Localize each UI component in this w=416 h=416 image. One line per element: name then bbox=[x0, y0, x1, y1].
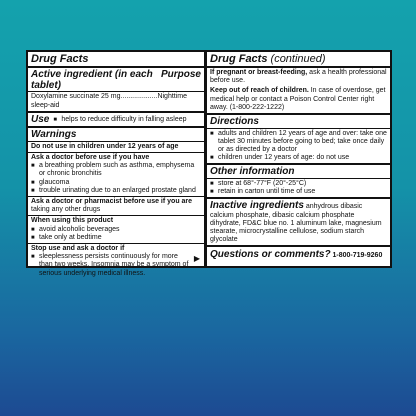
inactive-ingredients-text: anhydrous dibasic calcium phosphate, dibasic calcium phosphate dihydrate, FD&C blue no. 1 aluminum lake, magnesium stearate, microcrystalline cellulose, sodium starch glycolate bbox=[210, 203, 382, 244]
continue-arrow-icon: ▶ bbox=[193, 254, 200, 263]
ask-pharmacist-text: taking any other drugs bbox=[31, 206, 101, 214]
stop-use-header: Stop use and ask a doctor if bbox=[31, 245, 125, 253]
keep-out-header: Keep out of reach of children. bbox=[210, 87, 309, 95]
ask-doctor-item: ■ glaucoma bbox=[31, 179, 201, 187]
stop-use-section bbox=[28, 244, 204, 279]
questions-phone: 1-800-719-9260 bbox=[330, 252, 383, 260]
directions-section bbox=[207, 129, 390, 164]
purpose-header: Purpose bbox=[160, 69, 201, 80]
active-ingredient-header-row bbox=[28, 68, 204, 91]
when-using-item: ■ avoid alcoholic beverages bbox=[31, 226, 201, 234]
when-using-section bbox=[28, 216, 204, 243]
ask-doctor-header: Ask a doctor before use if you have bbox=[31, 153, 150, 161]
use-item: ■ helps to reduce difficulty in falling asleep bbox=[53, 116, 201, 124]
other-information-item: ■ store at 68°-77°F (20°-25°C) bbox=[210, 180, 387, 188]
other-information-item: ■ retain in carton until time of use bbox=[210, 188, 387, 196]
directions-item: ■ children under 12 years of age: do not use bbox=[210, 154, 387, 162]
when-using-header: When using this product bbox=[31, 217, 114, 225]
directions-header: Directions bbox=[210, 116, 259, 128]
directions-item: ■ adults and children 12 years of age and over: take one tablet 30 minutes before going to bed; take once daily or as directed by a doctor bbox=[210, 130, 387, 155]
questions-section bbox=[207, 247, 390, 262]
inactive-ingredients-section bbox=[207, 199, 390, 245]
other-information-section bbox=[207, 179, 390, 197]
use-section bbox=[28, 113, 204, 126]
inactive-ingredients-header: Inactive ingredients bbox=[210, 200, 304, 212]
other-information-header: Other information bbox=[210, 166, 295, 178]
pregnant-header: If pregnant or breast-feeding, bbox=[210, 69, 308, 76]
do-not-use-children: Do not use in children under 12 years of age bbox=[31, 142, 179, 150]
when-using-item: ■ take only at bedtime bbox=[31, 234, 201, 242]
ask-doctor-item: ■ a breathing problem such as asthma, emphysema or chronic bronchitis bbox=[31, 162, 201, 178]
use-header: Use bbox=[31, 114, 50, 126]
drug-facts-title-right: Drug Facts bbox=[210, 53, 268, 65]
pregnant-text: ask a health professional before use. bbox=[210, 69, 387, 85]
stop-use-item: ■ sleeplessness persists continuously for more than two weeks. Insomnia may be a symptom of serious underlying medical illness. bbox=[31, 253, 192, 278]
drug-facts-title: Drug Facts bbox=[31, 53, 89, 65]
ask-doctor-section bbox=[28, 153, 204, 196]
pregnant-warning bbox=[207, 68, 390, 86]
questions-header: Questions or comments? bbox=[210, 249, 331, 261]
drug-facts-panel-left bbox=[26, 50, 206, 277]
ask-pharmacist-section bbox=[28, 197, 204, 215]
ask-doctor-item: ■ trouble urinating due to an enlarged prostate gland bbox=[31, 187, 201, 195]
ask-pharmacist-header: Ask a doctor or pharmacist before use if you are bbox=[31, 198, 193, 205]
active-ingredient-header: Active ingredient (in each tablet) bbox=[31, 69, 153, 91]
keep-out-text: In case of overdose, get medical help or contact a Poison Control Center right away. (1-800-222-1222) bbox=[210, 87, 386, 111]
active-ingredient-line: Doxylamine succinate 25 mg...................Nighttime sleep-aid bbox=[31, 93, 188, 109]
warnings-header: Warnings bbox=[31, 129, 77, 141]
drug-facts-panel-right bbox=[206, 50, 392, 268]
drug-facts-continued-title bbox=[207, 52, 390, 66]
keep-out-warning bbox=[207, 86, 390, 113]
continued-label: (continued) bbox=[267, 53, 326, 65]
